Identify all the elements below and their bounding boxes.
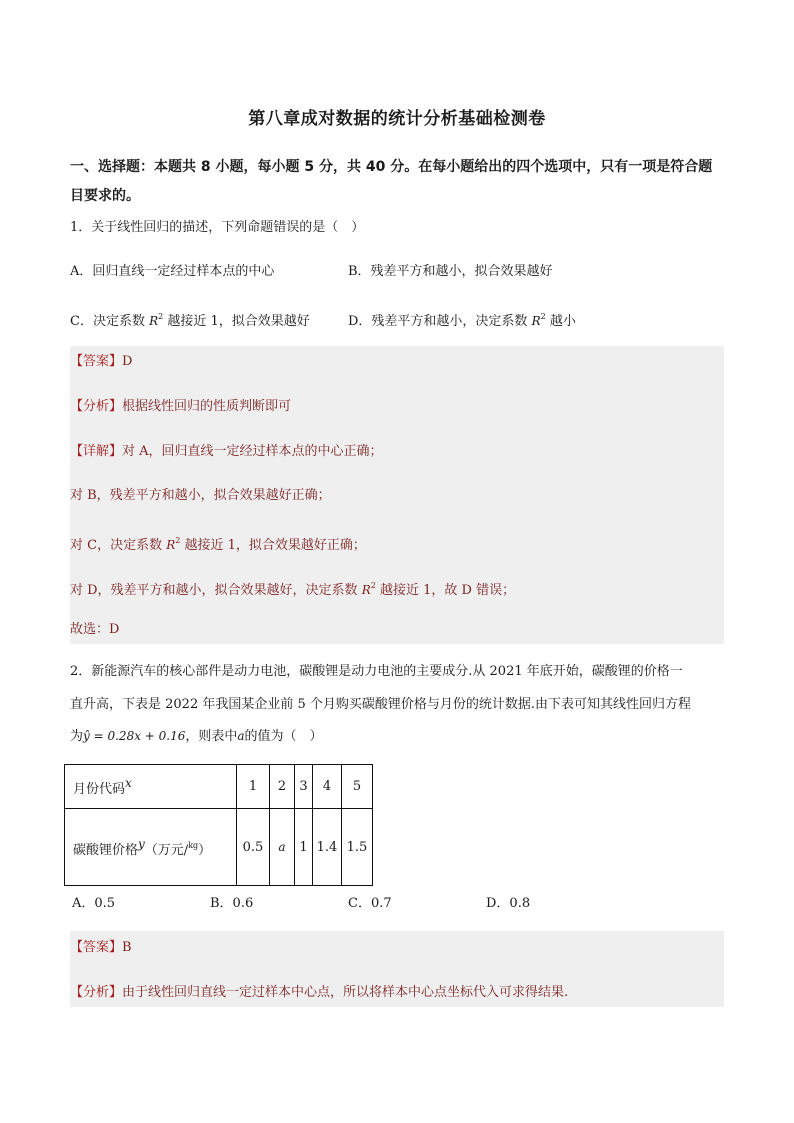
table-cell: 4 — [313, 765, 342, 809]
q1-option-d: D．残差平方和越小，决定系数 $R^2$ 越小 — [348, 312, 576, 329]
table-cell: 1 — [295, 809, 313, 886]
q1-answer: 【答案】D — [70, 354, 133, 369]
q2-option-a: A．0.5 — [72, 896, 116, 911]
q2-stem-line-2: 直升高，下表是 2022 年我国某企业前 5 个月购买碳酸锂价格与月份的统计数据.由下表可知其线性回归方程 — [70, 697, 692, 712]
q2-option-b: B．0.6 — [210, 896, 254, 911]
q2-stem-line-1: 2．新能源汽车的核心部件是动力电池，碳酸锂是动力电池的主要成分.从 2021 年底开始，碳酸锂的价格一 — [70, 664, 683, 679]
q2-answer: 【答案】B — [70, 940, 132, 955]
regression-equation: ŷ = 0.28x + 0.16 — [83, 729, 186, 743]
table-cell: 3 — [295, 765, 313, 809]
q1-detail-3: 对 C，决定系数 $R^2$ 越接近 1，拟合效果越好正确； — [70, 536, 366, 553]
q2-option-c: C．0.7 — [348, 896, 392, 911]
q1-detail-2: 对 B，残差平方和越小，拟合效果越好正确； — [70, 488, 331, 503]
q2-stem-line-3: 为ŷ = 0.28x + 0.16，则表中a的值为（ ） — [70, 729, 323, 744]
table-cell: 2 — [270, 765, 295, 809]
table-cell: 5 — [342, 765, 373, 809]
table-cell: a — [270, 809, 295, 886]
q2-data-table — [64, 764, 373, 886]
price-header: 碳酸锂价格$^y$（万元/$^{kg}$） — [65, 809, 237, 886]
q1-stem: 1．关于线性回归的描述，下列命题错误的是（ ） — [70, 220, 365, 235]
q2-option-d: D．0.8 — [486, 896, 531, 911]
table-row-month — [65, 765, 373, 809]
table-cell: 1 — [237, 765, 270, 809]
q1-detail-1: 【详解】对 A，回归直线一定经过样本点的中心正确； — [70, 444, 383, 459]
q1-option-a: A．回归直线一定经过样本点的中心 — [70, 264, 275, 279]
page-title: 第八章成对数据的统计分析基础检测卷 — [248, 109, 546, 129]
q1-option-c: C．决定系数 $R^2$ 越接近 1，拟合效果越好 — [70, 312, 310, 329]
table-cell: 1.5 — [342, 809, 373, 886]
month-code-header: 月份代码$^x$ — [65, 765, 237, 809]
q1-option-b: B．残差平方和越小，拟合效果越好 — [348, 264, 553, 279]
q2-analysis: 【分析】由于线性回归直线一定过样本中心点，所以将样本中心点坐标代入可求得结果. — [70, 985, 569, 1000]
q1-detail-4: 对 D，残差平方和越小，拟合效果越好，决定系数 $R^2$ 越接近 1，故 D 错误； — [70, 581, 516, 598]
table-row-price — [65, 809, 373, 886]
table-cell: 1.4 — [313, 809, 342, 886]
q1-analysis: 【分析】根据线性回归的性质判断即可 — [70, 399, 292, 414]
table-cell: 0.5 — [237, 809, 270, 886]
q1-conclusion: 故选：D — [70, 622, 120, 637]
section-heading: 一、选择题：本题共 8 小题，每小题 5 分，共 40 分。在每小题给出的四个选项中，只有一项是符合题目要求的。 — [70, 159, 713, 204]
